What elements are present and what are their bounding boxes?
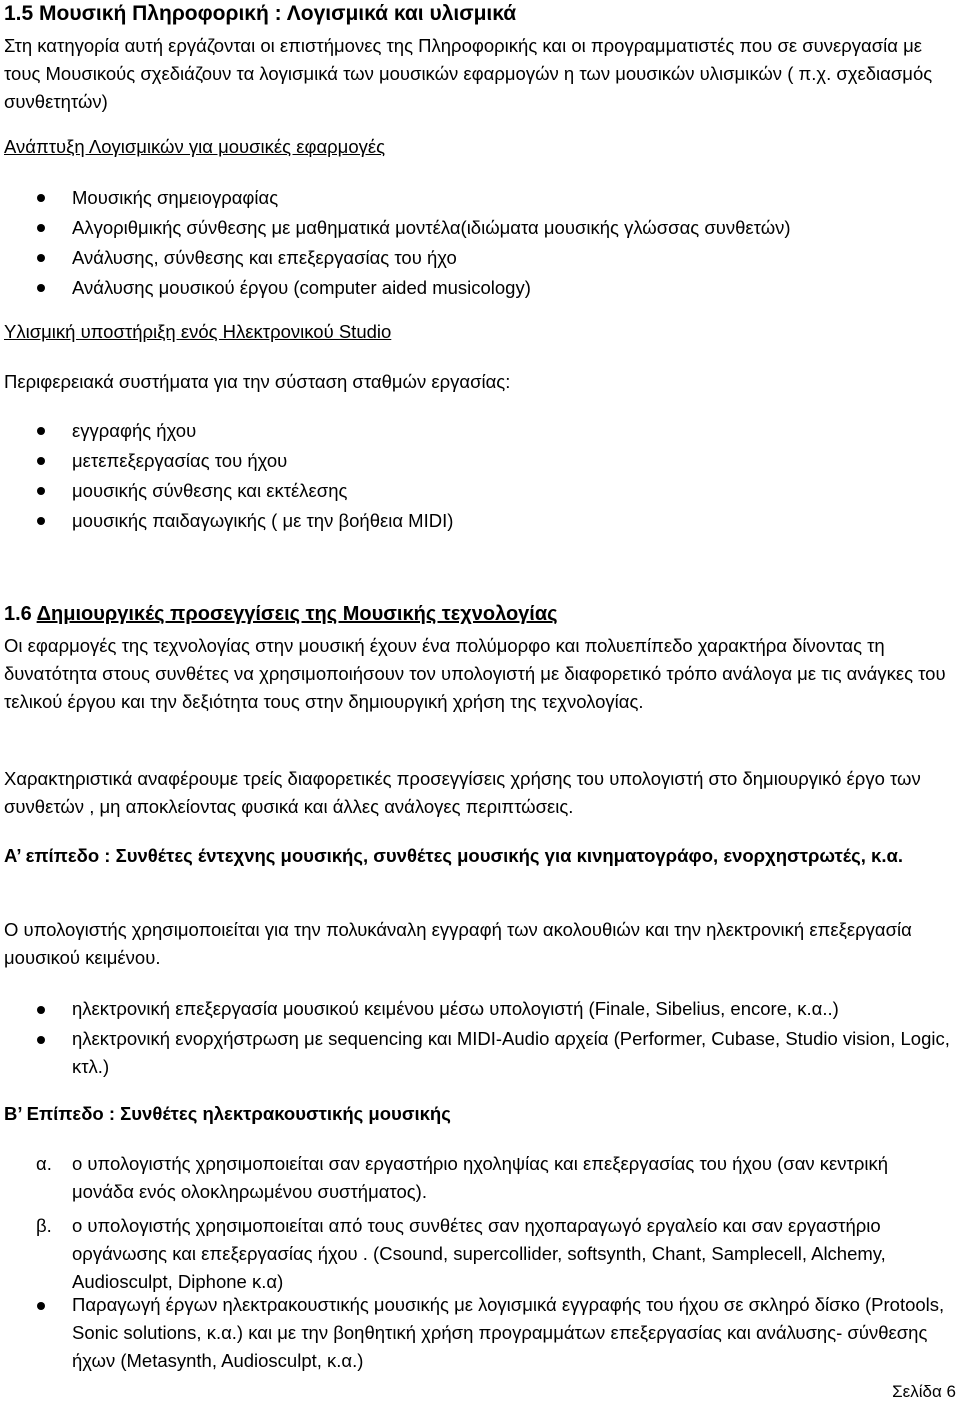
- list-item: μουσικής σύνθεσης και εκτέλεσης: [0, 476, 952, 506]
- level-a-heading: Α’ επίπεδο : Συνθέτες έντεχνης μουσικής, συνθέτες μουσικής για κινηματογράφο, ενορχηστρωτές, κ.α.: [4, 845, 904, 866]
- level-b-lettered-list: [0, 1150, 960, 1296]
- item-text: ο υπολογιστής χρησιμοποιείται από τους συνθέτες σαν ηχοπαραγωγό εργαλείο και σαν εργαστήριο οργάνωσης και επεξεργασίας ήχου . (Csound, supercollider, softsynth, Chant, Samplecell, Alchemy, Audiosculpt, Diphone κ.α): [72, 1215, 886, 1292]
- list-item: Παραγωγή έργων ηλεκτρακουστικής μουσικής με λογισμικά εγγραφής του ήχου σε σκληρό δίσκο (Protools, Sonic solutions, κ.α.) και με την βοηθητική χρήση προγραμμάτων επεξεργασίας και ανάλυσης- σύνθεσης ήχων (Metasynth, Audiosculpt, κ.α.): [0, 1291, 952, 1375]
- list-item: Αλγοριθμικής σύνθεσης με μαθηματικά μοντέλα(ιδιώματα μουσικής γλώσσας συνθετών): [0, 213, 952, 243]
- level-a-list: [0, 995, 960, 1081]
- page-number: Σελίδα 6: [892, 1382, 956, 1401]
- section-1-5-title: 1.5 Μουσική Πληροφορική : Λογισμικά και υλισμικά: [4, 2, 517, 25]
- list-item: [0, 1212, 952, 1296]
- list-item: ηλεκτρονική ενορχήστρωση με sequencing και MIDI-Audio αρχεία (Performer, Cubase, Studio vision, Logic, κτλ.): [0, 1025, 952, 1081]
- section-1-6-number: 1.6: [4, 603, 37, 625]
- list-item: Μουσικής σημειογραφίας: [0, 183, 952, 213]
- level-b-heading: Β’ Επίπεδο : Συνθέτες ηλεκτρακουστικής μουσικής: [4, 1103, 451, 1124]
- hardware-heading: Υλισμική υποστήριξη ενός Ηλεκτρονικού Studio: [4, 321, 392, 342]
- item-letter: β.: [36, 1215, 52, 1236]
- software-list: [0, 183, 960, 303]
- section-1-6-title: [4, 600, 954, 628]
- list-item: [0, 1150, 952, 1206]
- section-1-6-paragraph-1: Οι εφαρμογές της τεχνολογίας στην μουσική έχουν ένα πολύμορφο και πολυεπίπεδο χαρακτήρα δίνοντας τη δυνατότητα στους συνθέτες να χρησιμοποιήσουν τον υπολογιστή με διαφορετικό τρόπο ανάλογα με τις ανάγκες του τελικού έργου και την δεξιότητα τους στην δημιουργική χρήση της τεχνολογίας.: [4, 635, 946, 712]
- section-1-6-heading: Δημιουργικές προσεγγίσεις της Μουσικής τεχνολογίας: [36, 603, 558, 625]
- section-1-5-intro: Στη κατηγορία αυτή εργάζονται οι επιστήμονες της Πληροφορικής και οι προγραμματιστές που σε συνεργασία με τους Μουσικούς σχεδιάζουν τα λογισμικά των μουσικών εφαρμογών η των μουσικών υλισμικών ( π.χ. σχεδιασμός συνθετητών): [4, 35, 933, 112]
- software-heading: Ανάπτυξη Λογισμικών για μουσικές εφαρμογές: [4, 136, 386, 157]
- item-letter: α.: [36, 1153, 52, 1174]
- section-1-6-paragraph-2: Χαρακτηριστικά αναφέρουμε τρείς διαφορετικές προσεγγίσεις χρήσης του υπολογιστή στο δημιουργικό έργο των συνθετών , μη αποκλείοντας φυσικά και άλλες ανάλογες περιπτώσεις.: [4, 768, 921, 817]
- list-item: Ανάλυσης, σύνθεσης και επεξεργασίας του ήχο: [0, 243, 952, 273]
- list-item: εγγραφής ήχου: [0, 416, 952, 446]
- list-item: μουσικής παιδαγωγικής ( με την βοήθεια MIDI): [0, 506, 952, 536]
- level-a-text: Ο υπολογιστής χρησιμοποιείται για την πολυκάναλη εγγραφή των ακολουθιών και την ηλεκτρονική επεξεργασία μουσικού κειμένου.: [4, 919, 912, 968]
- item-text: ο υπολογιστής χρησιμοποιείται σαν εργαστήριο ηχοληψίας και επεξεργασίας του ήχου (σαν κεντρική μονάδα ενός ολοκληρωμένου συστήματος).: [72, 1153, 889, 1202]
- list-item: ηλεκτρονική επεξεργασία μουσικού κειμένου μέσω υπολογιστή (Finale, Sibelius, encore, κ.α..): [0, 995, 952, 1023]
- level-b-list: [0, 1291, 960, 1375]
- peripheral-text: Περιφερειακά συστήματα για την σύσταση σταθμών εργασίας:: [4, 371, 511, 392]
- peripheral-list: [0, 416, 960, 536]
- list-item: Ανάλυσης μουσικού έργου (computer aided musicology): [0, 273, 952, 303]
- list-item: μετεπεξεργασίας του ήχου: [0, 446, 952, 476]
